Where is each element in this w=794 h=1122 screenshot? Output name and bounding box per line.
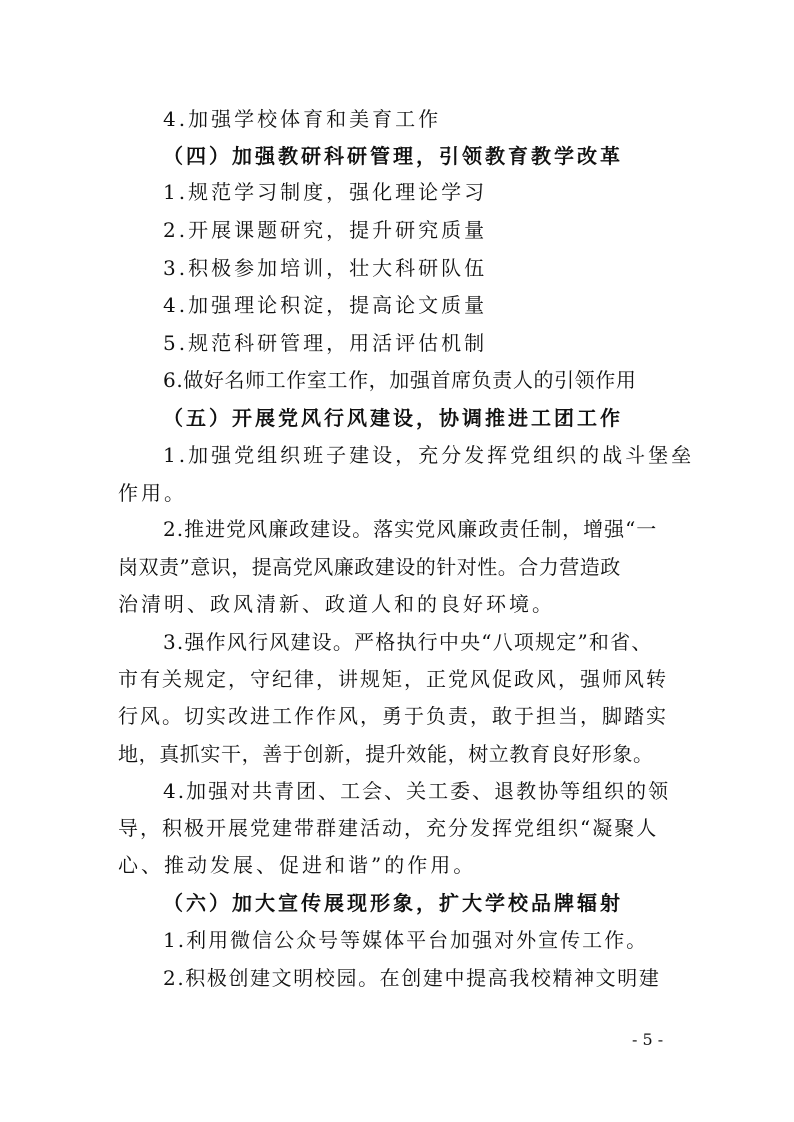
text-line: 1.规范学习制度，强化理论学习 <box>163 180 488 204</box>
text-line: 4.加强学校体育和美育工作 <box>163 107 442 131</box>
text-line: 2.积极创建文明校园。在创建中提高我校精神文明建 <box>163 966 661 990</box>
text-line: 市有关规定，守纪律，讲规矩，正党风促政风，强师风转 <box>118 667 668 691</box>
text-line: 3.积极参加培训，壮大科研队伍 <box>163 256 488 280</box>
text-line: 4.加强理论积淀，提高论文质量 <box>163 293 488 317</box>
page-number: - 5 - <box>632 1030 664 1049</box>
text-line: 导，积极开展党建带群建活动，充分发挥党组织“凝聚人 <box>118 816 659 840</box>
section-heading: （六）加大宣传展现形象，扩大学校品牌辐射 <box>163 891 623 915</box>
text-line: 作用。 <box>118 481 187 505</box>
text-line: 1.加强党组织班子建设，充分发挥党组织的战斗堡垒 <box>163 443 695 467</box>
text-line: 心、推动发展、促进和谐”的作用。 <box>118 853 477 877</box>
text-line: 4.加强对共青团、工会、关工委、退教协等组织的领 <box>163 779 671 803</box>
text-line: 地，真抓实干，善于创新，提升效能，树立教育良好形象。 <box>118 742 654 766</box>
text-line: 岗双责”意识，提高党风廉政建设的针对性。合力营造政 <box>118 555 621 579</box>
text-line: 6.做好名师工作室工作，加强首席负责人的引领作用 <box>163 368 637 392</box>
section-heading: （四）加强教研科研管理，引领教育教学改革 <box>163 144 623 168</box>
text-line: 5.规范科研管理，用活评估机制 <box>163 331 488 355</box>
text-line: 1.利用微信公众号等媒体平台加强对外宣传工作。 <box>163 928 649 952</box>
text-line: 行风。切实改进工作作风，勇于负责，敢于担当，脚踏实 <box>118 704 668 728</box>
text-line: 2.开展课题研究，提升研究质量 <box>163 218 488 242</box>
text-line: 治清明、政风清新、政道人和的良好环境。 <box>118 592 555 616</box>
text-line: 3.强作风行风建设。严格执行中央“八项规定”和省、 <box>163 630 653 654</box>
text-line: 2.推进党风廉政建设。落实党风廉政责任制，增强“一 <box>163 517 658 541</box>
section-heading: （五）开展党风行风建设，协调推进工团工作 <box>163 406 623 430</box>
